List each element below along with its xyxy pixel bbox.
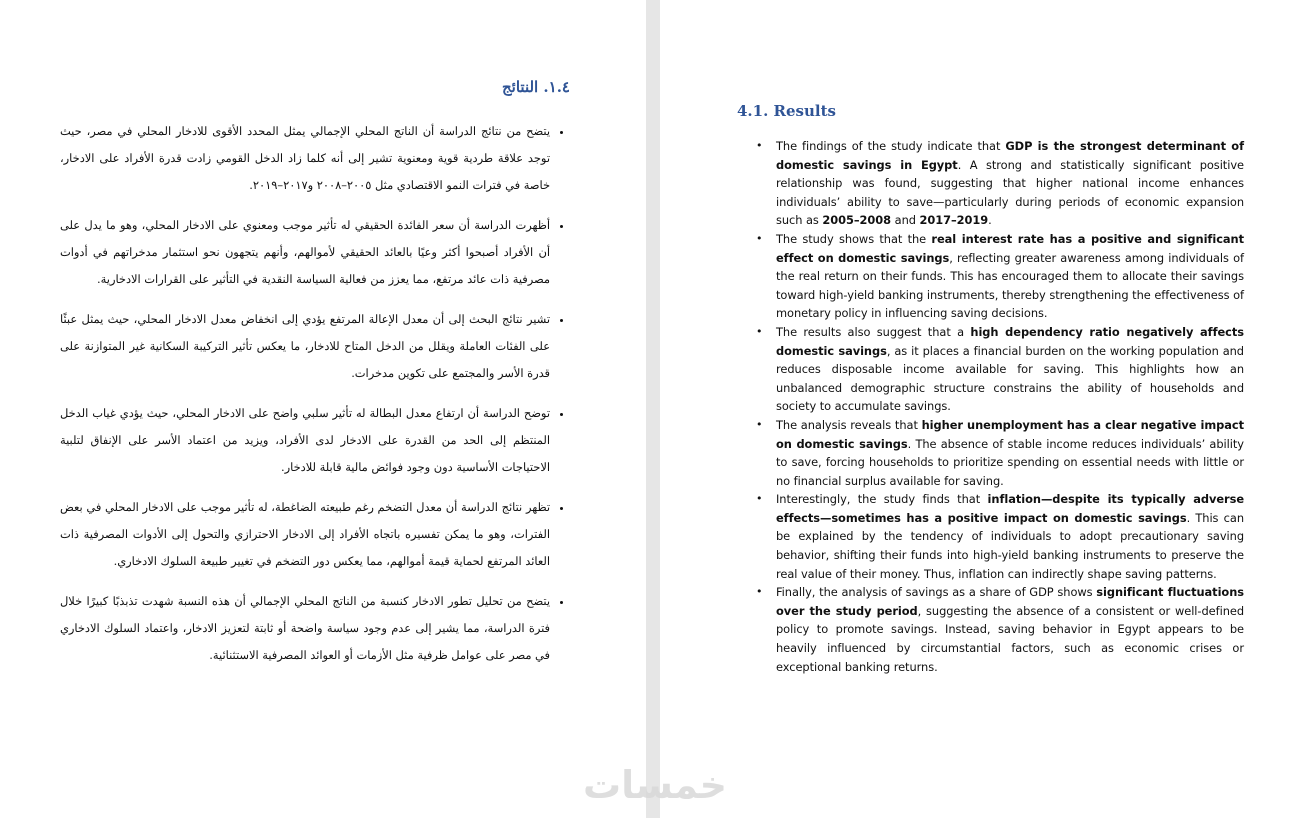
- item-text: , reflecting greater awareness among individuals of the real return on their funds. This has encouraged them to allocate their savings toward high-yield banking instruments, thereby strengthening the effectiveness of monetary policy in influencing saving decisions.: [776, 250, 1244, 321]
- item-text: Interestingly, the study finds that: [776, 492, 988, 507]
- item-text: The findings of the study indicate that: [776, 139, 1006, 153]
- item-emphasis: high dependency ratio negatively affects domestic savings: [776, 324, 1244, 358]
- english-result-item: [776, 323, 1244, 416]
- english-result-item: [776, 230, 1244, 323]
- khamsat-watermark-logo: [560, 760, 750, 810]
- item-text: . This can be explained by the tendency of individuals to adopt precautionary saving behavior, shifting their funds into high-yield banking instruments to preserve the real value of their money. Thus, inflation can indirectly shape saving patterns.: [776, 510, 1244, 581]
- item-emphasis: higher unemployment has a clear negative impact on domestic savings: [776, 417, 1244, 451]
- item-emphasis: significant fluctuations over the study period: [776, 585, 1244, 618]
- page-gutter: [646, 0, 660, 818]
- item-text: The study shows that the: [776, 231, 932, 246]
- arabic-result-item: • تشير نتائج البحث إلى أن معدل الإعالة المرتفع يؤدي إلى انخفاض معدل الادخار المحلي، حيث يمثل عبئًا على الفئات العاملة ويقلل من الدخل المتاح للادخار، ما يعكس تأثير التركيبة السكانية غير المتوازنة على قدرة الأسر والمجتمع على تكوين مدخرات.: [60, 306, 550, 387]
- english-results-list: [776, 137, 1244, 676]
- english-result-item: [776, 137, 1244, 230]
- item-text: and: [891, 213, 920, 228]
- english-section-heading: 4.1. Results: [737, 102, 836, 120]
- item-text: . The absence of stable income reduces individuals’ ability to save, forcing households to prioritize spending on essential needs with little or no financial surplus available for saving.: [776, 436, 1244, 488]
- item-emphasis: 2017–2019: [919, 213, 989, 228]
- item-text: , as it places a financial burden on the working population and reduces disposable income available for saving. This highlights how an unbalanced demographic structure constrains the ability of households and society to accumulate savings.: [776, 343, 1244, 414]
- item-emphasis: real interest rate has a positive and significant effect on domestic savings: [776, 231, 1244, 265]
- arabic-result-item: • أظهرت الدراسة أن سعر الفائدة الحقيقي له تأثير موجب ومعنوي على الادخار المحلي، وهو ما يدل على أن الأفراد أصبحوا أكثر وعيًا بالعائد الحقيقي لأموالهم، وأنهم يتجهون نحو استثمار مدخراتهم في أدوات مصرفية ذات عائد مرتفع، مما يعزز من فعالية السياسة النقدية في التأثير على القرارات الادخارية.: [60, 212, 550, 293]
- arabic-result-item: • تظهر نتائج الدراسة أن معدل التضخم رغم طبيعته الضاغطة، له تأثير موجب على الادخار المحلي في بعض الفترات، وهو ما يمكن تفسيره باتجاه الأفراد إلى الادخار الاحترازي والتحول إلى الأدوات المصرفية ذات العائد المرتفع لحماية قيمة أموالهم، مما يعكس دور التضخم في تغيير طبيعة السلوك الادخاري.: [60, 494, 550, 575]
- item-text: .: [988, 213, 992, 228]
- item-text: The analysis reveals that: [776, 417, 922, 432]
- item-text: The results also suggest that a: [776, 324, 971, 339]
- arabic-result-item: • يتضح من نتائج الدراسة أن الناتج المحلي الإجمالي يمثل المحدد الأقوى للادخار المحلي في مصر، حيث توجد علاقة طردية قوية ومعنوية تشير إلى أنه كلما زاد الدخل القومي زادت قدرة الأفراد على الادخار، خاصة في فترات النمو الاقتصادي مثل ٢٠٠٥–٢٠٠٨ و٢٠١٧–٢٠١٩.: [60, 118, 550, 199]
- item-emphasis: 2005–2008: [822, 213, 892, 228]
- arabic-result-item: • توضح الدراسة أن ارتفاع معدل البطالة له تأثير سلبي واضح على الادخار المحلي، حيث يؤدي غياب الدخل المنتظم إلى الحد من القدرة على الادخار لدى الأفراد، ويزيد من اعتماد الأسر على الإنفاق لتلبية الاحتياجات الأساسية دون وجود فوائض مالية قابلة للادخار.: [60, 400, 550, 481]
- item-emphasis: inflation—despite its typically adverse effects—sometimes has a positive impact on domestic savings: [776, 492, 1244, 525]
- item-text: , suggesting the absence of a consistent or well-defined policy to promote savings. Instead, saving behavior in Egypt appears to be heavily influenced by circumstantial factors, such as economic crises or exceptional banking returns.: [776, 603, 1244, 674]
- arabic-result-item: • يتضح من تحليل تطور الادخار كنسبة من الناتج المحلي الإجمالي أن هذه النسبة شهدت تذبذبًا كبيرًا خلال فترة الدراسة، مما يشير إلى عدم وجود سياسة واضحة أو ثابتة لتعزيز الادخار، واعتماد السلوك الادخاري في مصر على عوامل ظرفية مثل الأزمات أو العوائد المصرفية الاستثنائية.: [60, 588, 550, 669]
- english-result-item: [776, 490, 1244, 583]
- arabic-results-list: [60, 118, 568, 682]
- arabic-section-heading: ١.٤. النتائج: [501, 78, 570, 96]
- item-emphasis: GDP is the strongest determinant of domestic savings in Egypt: [776, 139, 1244, 172]
- item-text: Finally, the analysis of savings as a share of GDP shows: [776, 585, 1097, 600]
- english-result-item: [776, 416, 1244, 490]
- english-result-item: [776, 583, 1244, 676]
- watermark-text: خمسات: [583, 763, 727, 807]
- item-text: . A strong and statistically significant positive relationship was found, suggesting that higher national income enhances individuals’ ability to save—particularly during periods of economic expansion such as: [776, 157, 1244, 228]
